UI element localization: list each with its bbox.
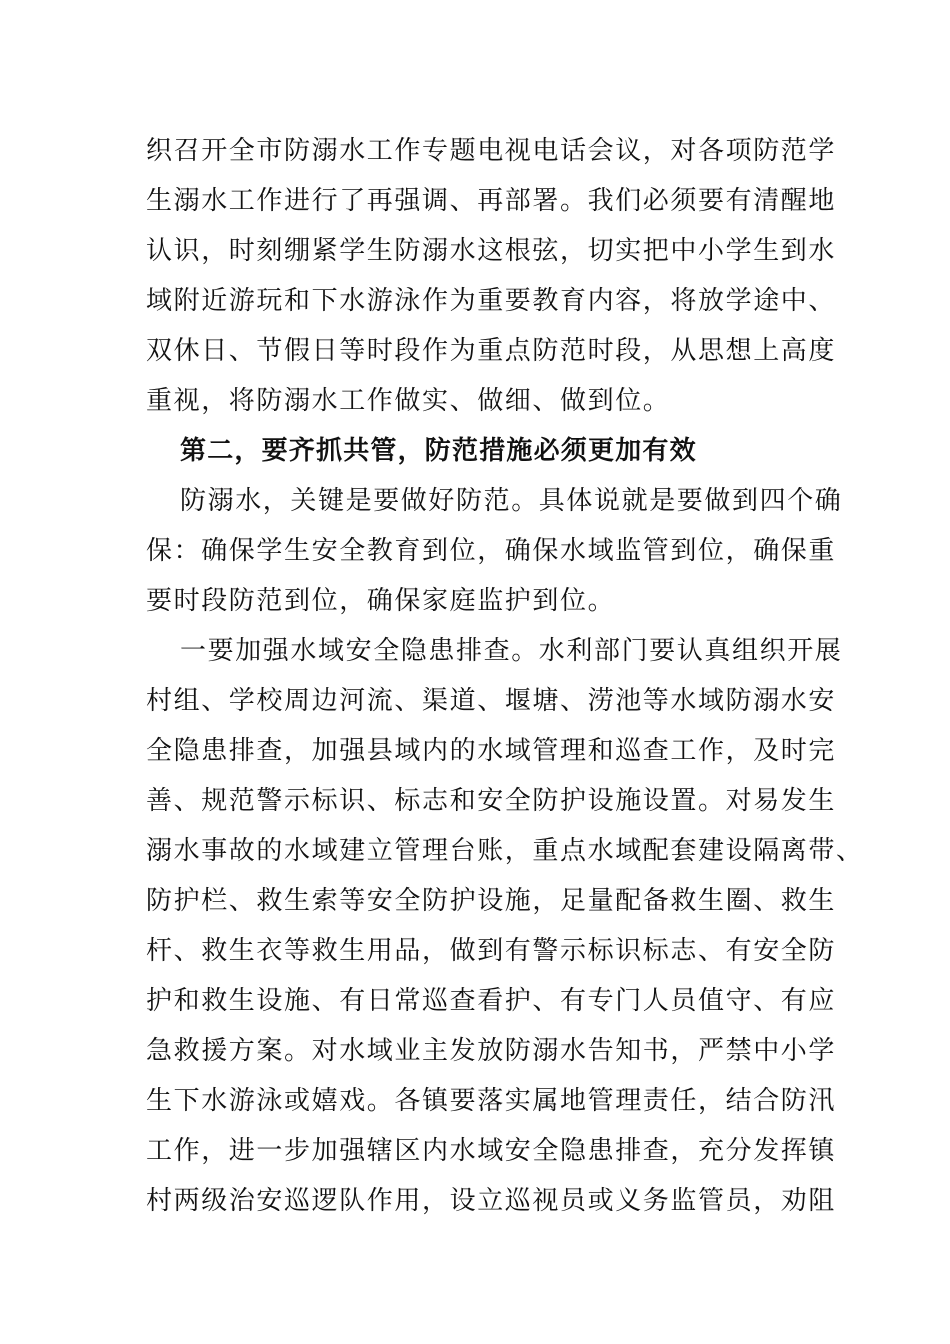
paragraph-line: 生溺水工作进行了再强调、再部署。我们必须要有清醒地: [146, 186, 837, 216]
paragraph-line: 域附近游玩和下水游泳作为重要教育内容，将放学途中、: [146, 286, 837, 316]
section-heading: 第二，要齐抓共管，防范措施必须更加有效: [180, 436, 697, 466]
paragraph-line: 认识，时刻绷紧学生防溺水这根弦，切实把中小学生到水: [146, 236, 837, 266]
paragraph-line: 保：确保学生安全教育到位，确保水域监管到位，确保重: [146, 536, 837, 566]
paragraph-line: 溺水事故的水域建立管理台账，重点水域配套建设隔离带、: [146, 836, 864, 866]
paragraph-line: 村组、学校周边河流、渠道、堰塘、涝池等水域防溺水安: [146, 686, 837, 716]
paragraph-line: 要时段防范到位，确保家庭监护到位。: [146, 586, 616, 616]
paragraph-line: 杆、救生衣等救生用品，做到有警示标识标志、有安全防: [146, 936, 837, 966]
paragraph-line: 急救援方案。对水域业主发放防溺水告知书，严禁中小学: [146, 1036, 837, 1066]
paragraph-line: 防护栏、救生索等安全防护设施，足量配备救生圈、救生: [146, 886, 837, 916]
paragraph-line: 织召开全市防溺水工作专题电视电话会议，对各项防范学: [146, 136, 837, 166]
paragraph-line: 双休日、节假日等时段作为重点防范时段，从思想上高度: [146, 336, 837, 366]
paragraph-line: 生下水游泳或嬉戏。各镇要落实属地管理责任，结合防汛: [146, 1086, 837, 1116]
paragraph-line: 防溺水，关键是要做好防范。具体说就是要做到四个确: [180, 486, 843, 516]
paragraph-line: 村两级治安巡逻队作用，设立巡视员或义务监管员，劝阻: [146, 1186, 837, 1216]
paragraph-line: 一要加强水域安全隐患排查。水利部门要认真组织开展: [180, 636, 843, 666]
paragraph-line: 善、规范警示标识、标志和安全防护设施设置。对易发生: [146, 786, 837, 816]
paragraph-line: 重视，将防溺水工作做实、做细、做到位。: [146, 386, 671, 416]
paragraph-line: 工作，进一步加强辖区内水域安全隐患排查，充分发挥镇: [146, 1136, 837, 1166]
paragraph-line: 全隐患排查，加强县域内的水域管理和巡查工作，及时完: [146, 736, 837, 766]
paragraph-line: 护和救生设施、有日常巡查看护、有专门人员值守、有应: [146, 986, 837, 1016]
